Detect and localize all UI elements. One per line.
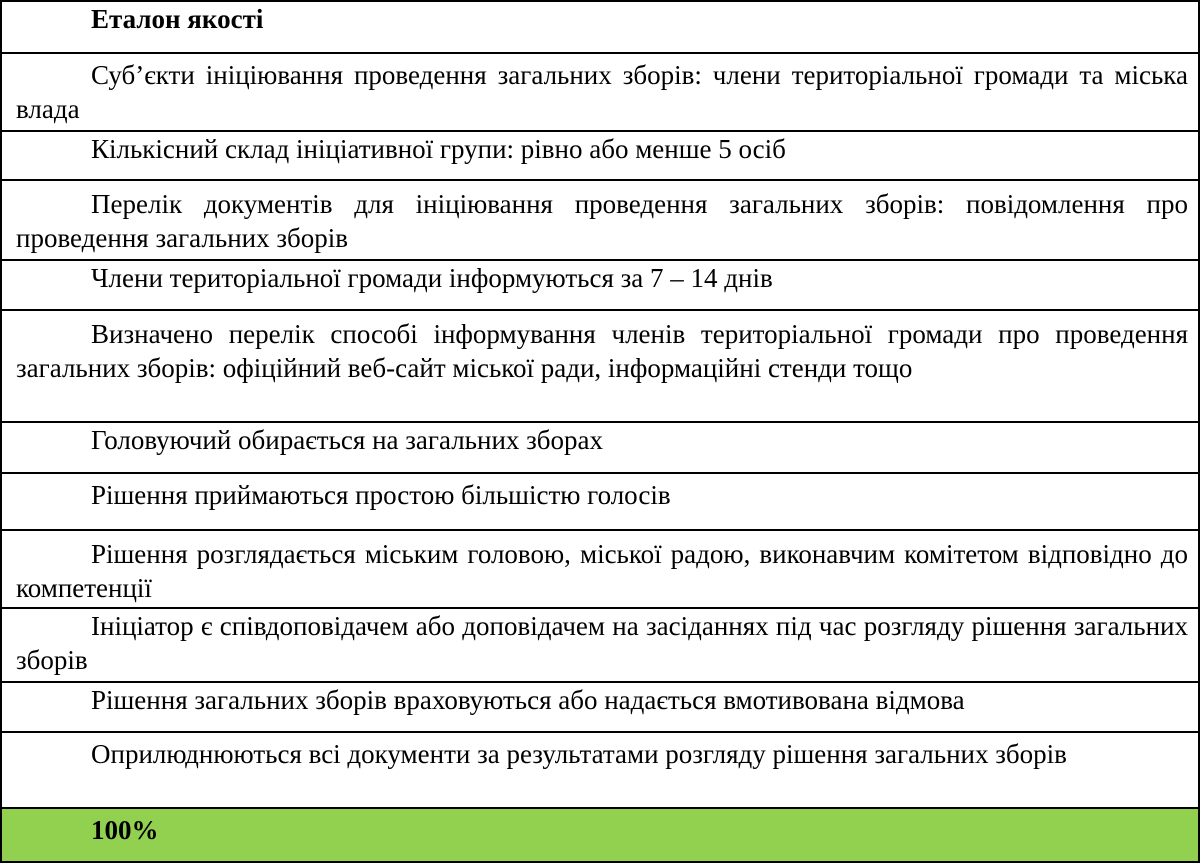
table-row xyxy=(1,310,1199,422)
table-cell: Ініціатор є співдоповідачем або доповідачем на засіданнях під час розгляду рішення загальних зборів xyxy=(1,608,1199,682)
table-cell: Рішення приймаються простою більшістю голосів xyxy=(1,473,1199,530)
table-header-cell: Еталон якості xyxy=(1,1,1199,53)
table-row xyxy=(1,131,1199,180)
table-row xyxy=(1,260,1199,310)
table-row xyxy=(1,732,1199,808)
table-cell: Члени територіальної громади інформуються за 7 – 14 днів xyxy=(1,260,1199,310)
total-row xyxy=(1,808,1199,862)
table-row xyxy=(1,682,1199,732)
table-row xyxy=(1,608,1199,682)
table-cell: Визначено перелік способі інформування членів територіальної громади про проведення загальних зборів: офіційний веб-сайт міської ради, інформаційні стенди тощо xyxy=(1,310,1199,422)
table-cell: Оприлюднюються всі документи за результатами розгляду рішення загальних зборів xyxy=(1,732,1199,808)
table-row xyxy=(1,53,1199,131)
table-row xyxy=(1,473,1199,530)
total-cell: 100% xyxy=(1,808,1199,862)
table-cell: Суб’єкти ініціювання проведення загальних зборів: члени територіальної громади та міська влада xyxy=(1,53,1199,131)
table-header-row xyxy=(1,1,1199,53)
table-row xyxy=(1,180,1199,260)
table-cell: Перелік документів для ініціювання проведення загальних зборів: повідомлення про проведення загальних зборів xyxy=(1,180,1199,260)
table-row xyxy=(1,422,1199,473)
table-cell: Рішення розглядається міським головою, міської радою, виконавчим комітетом відповідно до компетенції xyxy=(1,530,1199,608)
table-cell: Головуючий обирається на загальних зборах xyxy=(1,422,1199,473)
table-cell: Рішення загальних зборів враховуються або надається вмотивована відмова xyxy=(1,682,1199,732)
table-row xyxy=(1,530,1199,608)
table-cell: Кількісний склад ініціативної групи: рівно або менше 5 осіб xyxy=(1,131,1199,180)
